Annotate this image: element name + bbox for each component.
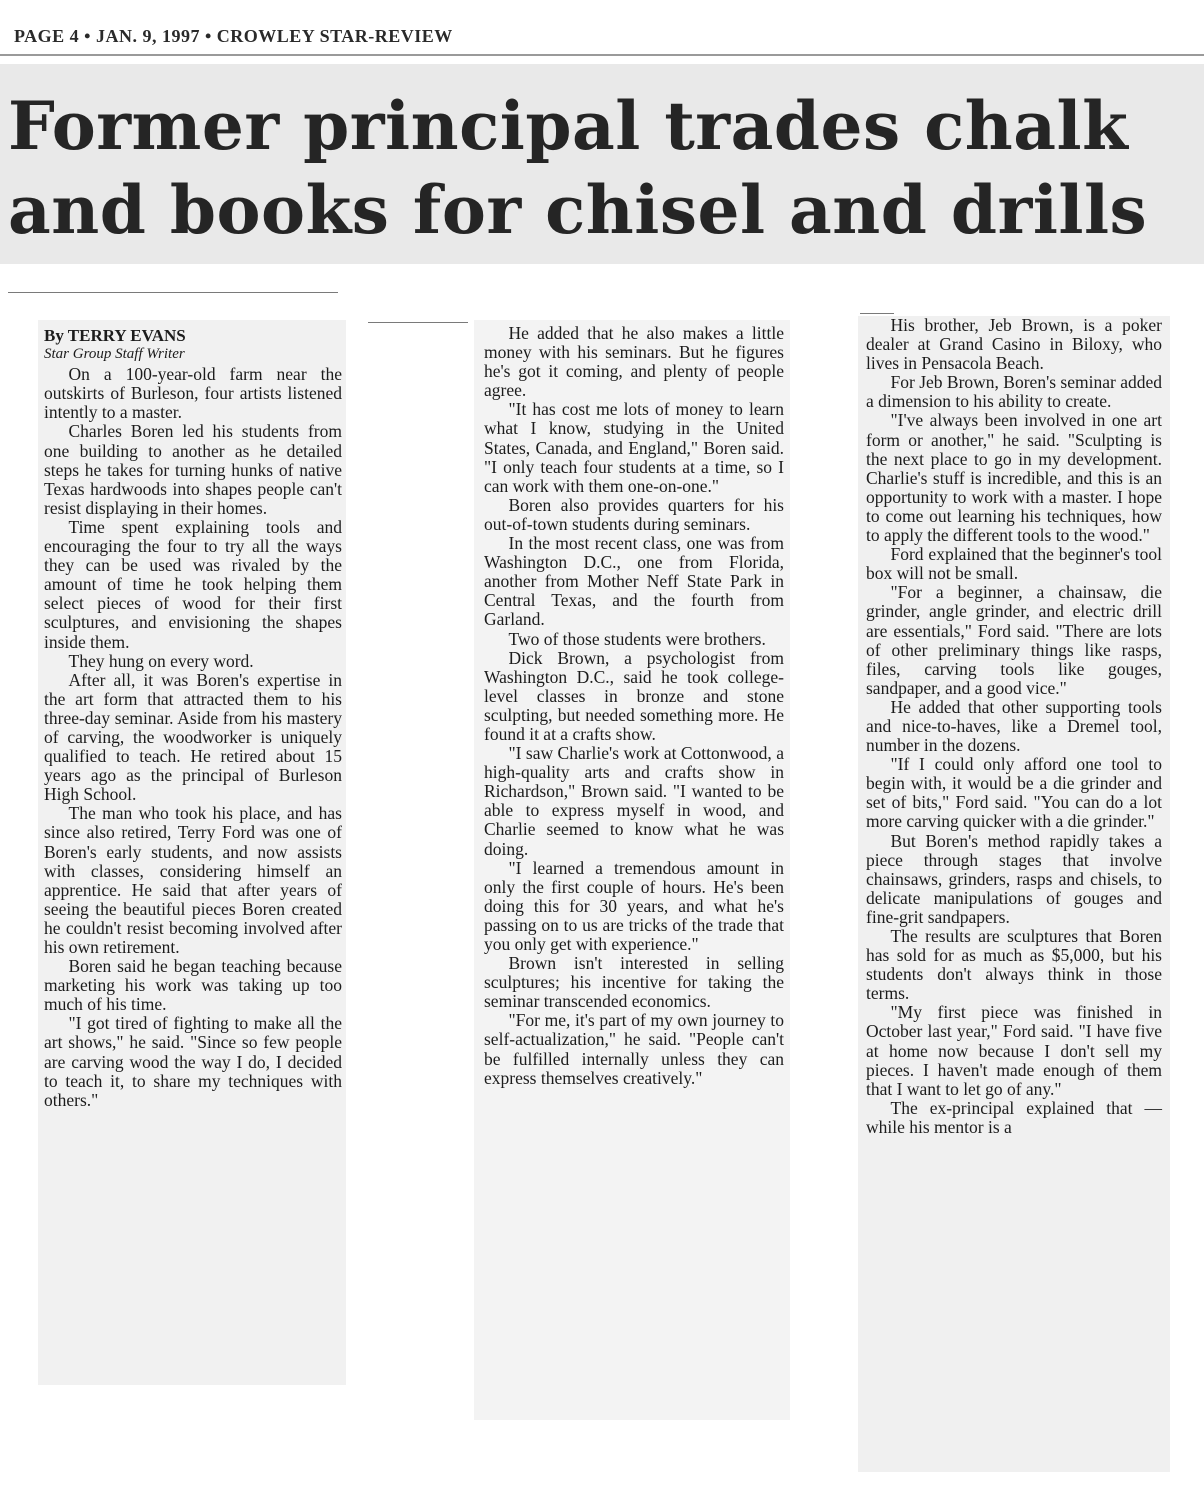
article-paragraph: After all, it was Boren's expertise in the art form that attracted them to his three-day seminar. Aside from his mastery of carving, the woodworker is uniquely qualified to teach. He retired about 15 years ago as the principal of Burleson High School. [44,669,342,805]
article-paragraph: He added that he also makes a little money with his seminars. But he figures he's got it coming, and plenty of people agree. [484,323,784,401]
article-paragraph: They hung on every word. [68,650,254,671]
article-paragraph: The man who took his place, and has since also retired, Terry Ford was one of Boren's early students, and now assists with classes, considering himself an apprentice. He said that after years of seeing the beautiful pieces Boren created he couldn't resist becoming involved after his own retirement. [44,803,342,957]
article-paragraph: On a 100-year-old farm near the outskirts of Burleson, four artists listened intently to a master. [44,364,342,423]
article-paragraph: His brother, Jeb Brown, is a poker dealer at Grand Casino in Biloxy, who lives in Pensacola Beach. [866,315,1162,374]
byline-role: Star Group Staff Writer [44,346,185,363]
article-paragraph: But Boren's method rapidly takes a piece through stages that involve chainsaws, grinders, rasps and chisels, to delicate manipulations of gouges and fine-grit sandpapers. [866,830,1162,927]
article-paragraph: "My first piece was finished in October last year," Ford said. "I have five at home now because I don't sell my pieces. I haven't made enough of them that I want to let go of any." [866,1002,1162,1099]
article-paragraph: "I saw Charlie's work at Cottonwood, a high-quality arts and crafts show in Richardson," Brown said. "I wanted to be able to express myself in wood, and Charlie seemed to know what he was doing. [484,743,784,859]
article-paragraph: "For a beginner, a chainsaw, die grinder, angle grinder, and electric drill are essentials," Ford said. "There are lots of other preliminary things like rasps, files, carving tools like gouges, sandpaper, and a good vice." [866,582,1162,698]
article-paragraph: In the most recent class, one was from Washington D.C., one from Florida, another from Mother Neff State Park in Central Texas, and the fourth from Garland. [484,533,784,630]
article-paragraph: Brown isn't interested in selling sculptures; his incentive for taking the seminar transcended economics. [484,953,784,1012]
article-paragraph: "I got tired of fighting to make all the art shows," he said. "Since so few people are carving wood the way I do, I decided to teach it, to share my techniques with others." [44,1013,342,1110]
article-paragraph: For Jeb Brown, Boren's seminar added a dimension to his ability to create. [866,372,1162,412]
column-rule [368,322,468,323]
article-paragraph: Ford explained that the beginner's tool box will not be small. [866,544,1162,584]
article-paragraph: "I've always been involved in one art form or another," he said. "Sculpting is the next place to go in my development. Charlie's stuff is incredible, and this is an opportunity to work with a master. I hope to come out learning his techniques, how to apply the different tools to the wood." [866,410,1162,546]
article-paragraph: "If I could only afford one tool to begin with, it would be a die grinder and set of bits," Ford said. "You can do a lot more carving quicker with a die grinder." [866,754,1162,832]
article-paragraph: Charles Boren led his students from one building to another as he detailed steps he takes for turning hunks of native Texas hardwoods into shapes people can't resist displaying in their homes. [44,421,342,518]
article-column-2 [474,320,790,1420]
article-paragraph: "It has cost me lots of money to learn what I know, studying in the United States, Canada, and England," Boren said. "I only teach four students at a time, so I can work with them one-on-one." [484,399,784,496]
article-paragraph: Boren said he began teaching because marketing his work was taking up too much of his time. [44,956,342,1015]
article-paragraph: The results are sculptures that Boren has sold for as much as $5,000, but his students don't always think in those terms. [866,926,1162,1004]
column-rule [8,292,338,293]
article-column-3 [858,316,1170,1472]
page-header: PAGE 4 • JAN. 9, 1997 • CROWLEY STAR-REVIEW [14,26,453,46]
article-paragraph: The ex-principal explained that — while his mentor is a [866,1097,1162,1137]
article-paragraph: Two of those students were brothers. [508,628,766,649]
article-paragraph: Dick Brown, a psychologist from Washington D.C., said he took college-level classes in bronze and stone sculpting, but needed something more. He found it at a crafts show. [484,647,784,744]
article-paragraph: "For me, it's part of my own journey to self-actualization," he said. "People can't be fulfilled internally unless they can express themselves creatively." [484,1010,784,1088]
article-column-1 [38,320,346,1385]
headline: Former principal trades chalk and books for chisel and drills [8,87,1148,249]
article-paragraph: "I learned a tremendous amount in only the first couple of hours. He's been doing this for 30 years, and what he's passing on to us are tricks of the trade that you only get with experience." [484,857,784,954]
column-rule [860,313,894,314]
article-paragraph: Time spent explaining tools and encouraging the four to try all the ways they can be used was rivaled by the amount of time he took helping them select pieces of wood for their first sculptures, and envisioning the shapes inside them. [44,516,342,652]
article-paragraph: He added that other supporting tools and nice-to-haves, like a Dremel tool, number in the dozens. [866,696,1162,756]
byline-author: By TERRY EVANS [44,326,186,345]
header-rule [0,54,1204,56]
article-paragraph: Boren also provides quarters for his out-of-town students during seminars. [484,494,784,534]
